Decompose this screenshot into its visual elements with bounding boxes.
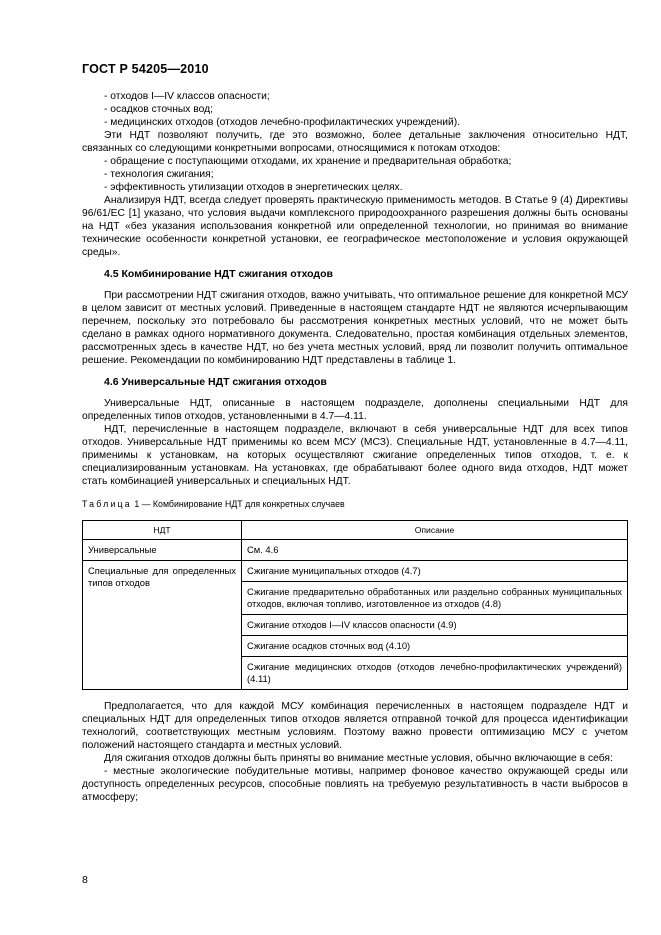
page-number: 8: [82, 874, 88, 886]
table-cell: Сжигание осадков сточных вод (4.10): [242, 636, 628, 657]
list-item: - медицинских отходов (отходов лечебно-профилактических учреждений).: [104, 117, 461, 128]
table-header-row: [83, 521, 628, 540]
table-cell: Сжигание предварительно обработанных или раздельно собранных муниципальных отходов, включая топливо, изготовленное из отходов (4.8): [242, 582, 628, 615]
list-item: - обращение с поступающими отходами, их хранение и предварительная обработка;: [104, 156, 512, 167]
column-header-ndt: НДТ: [83, 521, 242, 540]
table-cell: См. 4.6: [242, 540, 628, 561]
paragraph: Предполагается, что для каждой МСУ комбинация перечисленных в настоящем подразделе НДТ и специальных НДТ для определенных типов отходов является отправной точкой для процесса идентификации технологий, соответствующих местным условиям. Поэтому важно провести оптимизацию МСУ с учетом положений настоящего стандарта и местных условий.: [82, 701, 628, 751]
table-cell: Сжигание отходов I—IV классов опасности (4.9): [242, 615, 628, 636]
paragraph: Эти НДТ позволяют получить, где это возможно, более детальные заключения относительно НДТ, связанных со следующими конкретными вопросами, относящимися к потокам отходов:: [82, 130, 628, 154]
column-header-description: Описание: [242, 521, 628, 540]
paragraph: НДТ, перечисленные в настоящем подразделе, включают в себя универсальные НДТ для всех типов отходов. Универсальные НДТ применимы ко всем МСУ (МСЗ). Специальные НДТ, установленные в 4.7—4.11, применимы к установкам, на которых осуществляют сжигание определенных типов отходов, т. е. к специализированным установкам. На установках, где обрабатывают более одного вида отходов, НДТ может стать комбинацией универсальных и специальных НДТ.: [82, 424, 628, 487]
document-body: [82, 90, 628, 804]
table-ndt-combination: [82, 520, 628, 690]
table-caption-label: Таблица: [82, 499, 132, 509]
list-item: - отходов I—IV классов опасности;: [104, 91, 270, 102]
list-item: - технология сжигания;: [104, 169, 214, 180]
table-cell: Сжигание муниципальных отходов (4.7): [242, 561, 628, 582]
section-heading-4-5: 4.5 Комбинирование НДТ сжигания отходов: [104, 268, 333, 280]
paragraph: - местные экологические побудительные мотивы, например фоновое качество окружающей среды или доступность определенных ресурсов, способные повлиять на требуемую результативность в части выбросов в атмосферу;: [82, 766, 628, 803]
table-caption: [82, 498, 628, 511]
table-caption-text: 1 — Комбинирование НДТ для конкретных случаев: [134, 499, 345, 509]
list-item: - эффективность утилизации отходов в энергетических целях.: [104, 182, 403, 193]
table-cell: Сжигание медицинских отходов (отходов лечебно-профилактических учреждений) (4.11): [242, 657, 628, 690]
table-row: [83, 540, 628, 561]
list-item: - осадков сточных вод;: [104, 104, 214, 115]
table-cell: Специальные для определенных типов отходов: [83, 561, 242, 690]
section-heading-4-6: 4.6 Универсальные НДТ сжигания отходов: [104, 376, 327, 388]
document-header: ГОСТ Р 54205—2010: [82, 62, 209, 76]
table-cell: Универсальные: [83, 540, 242, 561]
paragraph: Для сжигания отходов должны быть приняты во внимание местные условия, обычно включающие в себя:: [104, 753, 613, 764]
paragraph: При рассмотрении НДТ сжигания отходов, важно учитывать, что оптимальное решение для конкретной МСУ в целом зависит от местных условий. Приведенные в настоящем стандарте НДТ не являются исчерпывающим перечнем, поскольку это потребовало бы рассмотрения конкретных местных условий, что не может быть сделано в рамках одного нормативного документа. Следовательно, простая комбинация отдельных элементов, рассмотренных здесь в качестве НДТ, но без учета местных условий, вряд ли позволит получить оптимальное решение. Рекомендации по комбинированию НДТ представлены в таблице 1.: [82, 290, 628, 366]
paragraph: Анализируя НДТ, всегда следует проверять практическую применимость методов. В Статье 9 (4) Директивы 96/61/ЕС [1] указано, что условия выдачи комплексного природоохранного разрешения должны быть основаны на НДТ «без указания использования конкретной или определенной технологии, но принимая во внимание технические особенности конкретной установки, ее географическое местоположение и условия окружающей среды».: [82, 195, 628, 258]
table-row: [83, 561, 628, 582]
paragraph: Универсальные НДТ, описанные в настоящем подразделе, дополнены специальными НДТ для определенных типов отходов, установленными в 4.7—4.11.: [82, 398, 628, 422]
